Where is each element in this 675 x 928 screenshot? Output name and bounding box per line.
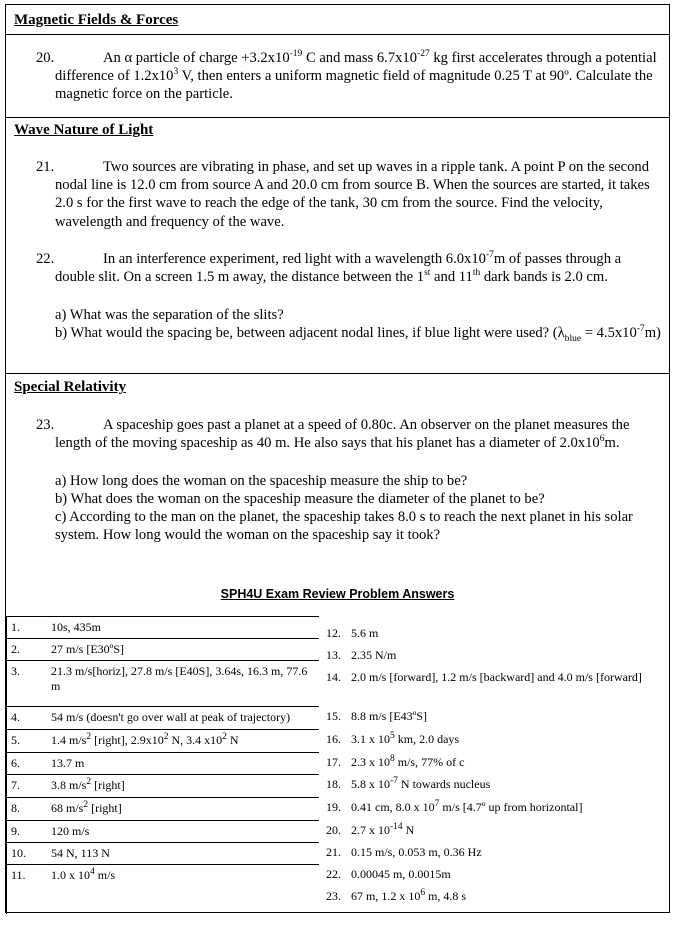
answer-row: 10. 54 N, 113 N [6, 842, 319, 865]
question-a: a) What was the separation of the slits? [55, 307, 284, 323]
answer-row: 3. 21.3 m/s[horiz], 27.8 m/s [E40S], 3.64s, 16.3 m, 77.6 m [6, 660, 319, 707]
answer-row: 1. 10s, 435m [6, 616, 319, 639]
answer-row: 9. 120 m/s [6, 820, 319, 843]
section-heading-magnetic: Magnetic Fields & Forces [14, 12, 179, 28]
answer-row: 2. 27 m/s [E30ºS] [6, 638, 319, 661]
answers-table: 1. 10s, 435m 2. 27 m/s [E30ºS] 3. 21.3 m/s[horiz], 27.8 m/s [E40S], 3.64s, 16.3 m, 77.6 m 4. 54 m/s (doesn't go over wall at peak of trajectory) 5. 1.4 $m/s^2$ [right], $2.9x10^2$ N, 3.4 $x10^2$ N 6. 13.7 m 7. 3.8 $m/s^2$ [right] 8. 68 $m/s^2$ [right] 9. 120 m/s 10. 54 N, 113 N 11. 1.0 x $10^4$ m/s 12. 5.6 m 13. 2.35 N/m 14. 2.0 m/s [forward], 1.2 m/s [backward] and 4.0 m/s [forward] 15. 8.8 m/s [E43ºS] 16. 3.1 x $10^5$ km, 2.0 days 17. 2.3 x $10^8$ m/s, 77% of c 18. 5.8 x $10^{-7}$ N towards nucleus 19. 0.41 cm, 8.0 x $10^7$ m/s [4.7º up from horizontal] 20. 2.7 x $10^{-14}$ N 21. 0.15 m/s, 0.053 m, 0.36 Hz 22. 0.00045 m, 0.0015m 23. 67 m, 1.2 x $10^6$ m, 4.8 s [6, 616, 669, 914]
answer-row: 5. 1.4 $m/s^2$ [right], $2.9x10^2$ N, 3.4 $x10^2$ N [6, 729, 319, 753]
question-c: c) According to the man on the planet, the spaceship takes 8.0 s to reach the next planet in his solar system. How long would the woman on the spaceship say it took? [55, 509, 633, 544]
answers-left-column [6, 616, 319, 914]
divider [6, 373, 669, 374]
problem-number: 20. [36, 50, 55, 66]
section-heading-wave: Wave Nature of Light [14, 122, 154, 138]
divider [6, 117, 669, 118]
problem-number: 22. [36, 251, 55, 267]
problem-text: A spaceship goes past a planet at a speed of 0.80c. An observer on the planet measures the length of the moving spaceship as 40 m. He also says that his planet has a diameter of $2.0x10^6m$. [55, 417, 630, 452]
question-b: b) What would the spacing be, between adjacent nodal lines, if blue light were used? $(\lambda_{blue} = 4.5x10^{-7}m)$ [55, 324, 661, 344]
problem-number: 21. [36, 159, 55, 175]
answer-row: 4. 54 m/s (doesn't go over wall at peak of trajectory) [6, 706, 319, 730]
answer-row: 7. 3.8 $m/s^2$ [right] [6, 774, 319, 798]
question-a: a) How long does the woman on the spaceship measure the ship to be? [55, 473, 468, 489]
problem-text: An α particle of charge $+3.2x10^{-19}$ C and mass $6.7x10^{-27}$ kg first accelerates through a potential difference of $1.2x10^3$ V, then enters a uniform magnetic field of magnitude 0.25 T at 90º. Calculate the magnetic force on the particle. [55, 49, 657, 103]
problem-text: In an interference experiment, red light with a wavelength $6.0x10^{-7}m$ of passes through a double slit. On a screen 1.5 m away, the distance between the 1st and 11th dark bands is 2.0 cm. [55, 250, 622, 286]
answer-row: 6. 13.7 m [6, 752, 319, 775]
answer-row: 8. 68 $m/s^2$ [right] [6, 797, 319, 821]
problem-number: 23. [36, 417, 55, 433]
answers-title: SPH4U Exam Review Problem Answers [220, 587, 455, 601]
section-heading-relativity: Special Relativity [14, 379, 127, 395]
worksheet-page [5, 4, 670, 913]
answer-row: 11. 1.0 x $10^4$ m/s [6, 864, 319, 887]
divider [6, 34, 669, 35]
question-b: b) What does the woman on the spaceship measure the diameter of the planet to be? [55, 491, 545, 507]
problem-text: Two sources are vibrating in phase, and set up waves in a ripple tank. A point P on the second nodal line is 12.0 cm from source A and 20.0 cm from source B. When the sources are started, it takes 2.0 s for the first wave to reach the edge of the tank, 30 cm from the source. Find the velocity, wavelength and frequency of the wave. [55, 159, 650, 230]
